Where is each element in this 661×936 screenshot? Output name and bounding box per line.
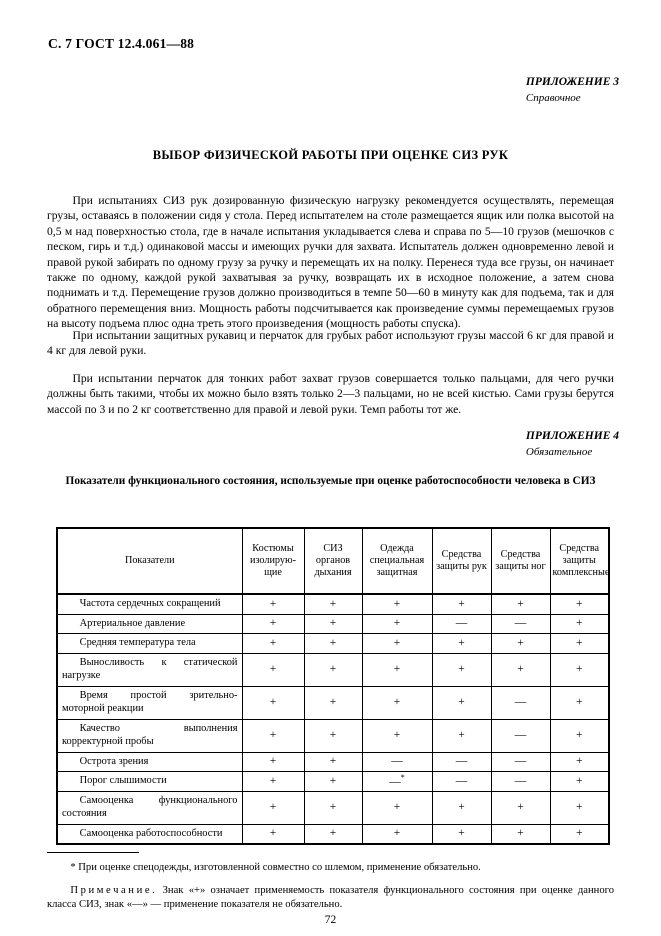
cell-mark: + bbox=[304, 614, 362, 634]
cell-mark: — bbox=[491, 719, 550, 752]
cell-mark: + bbox=[491, 594, 550, 614]
table-head bbox=[57, 528, 609, 594]
appendix-4-subtitle: Обязательное bbox=[525, 445, 593, 458]
cell-indicator: Качество выполнения корректурной пробы bbox=[57, 719, 242, 752]
cell-mark: + bbox=[362, 614, 432, 634]
cell-mark: + bbox=[242, 824, 304, 844]
table-body bbox=[57, 594, 609, 844]
cell-indicator: Артериальное давление bbox=[57, 614, 242, 634]
cell-mark: + bbox=[550, 686, 609, 719]
cell-mark: + bbox=[362, 634, 432, 654]
appendix-4-title: ПРИЛОЖЕНИЕ 4 bbox=[525, 430, 619, 442]
column-header-complex-protection: Средства защиты комплексные bbox=[550, 528, 609, 594]
cell-mark: + bbox=[550, 719, 609, 752]
cell-mark: + bbox=[491, 791, 550, 824]
cell-mark: + bbox=[550, 824, 609, 844]
cell-mark: + bbox=[304, 772, 362, 792]
cell-mark: + bbox=[432, 594, 491, 614]
cell-mark: + bbox=[432, 653, 491, 686]
column-header-special-clothing: Одежда специальная защитная bbox=[362, 528, 432, 594]
page-number: 72 bbox=[324, 914, 337, 926]
page-header: С. 7 ГОСТ 12.4.061—88 bbox=[48, 36, 195, 51]
table-row bbox=[57, 824, 609, 844]
column-header-respiratory-ppe: СИЗ органов дыхания bbox=[304, 528, 362, 594]
indicators-table bbox=[56, 527, 610, 845]
appendix-3-block bbox=[526, 74, 619, 107]
table-row bbox=[57, 772, 609, 792]
cell-mark: + bbox=[550, 653, 609, 686]
paragraph-3: При испытании перчаток для тонких работ захват грузов совершается только пальцами, для чего ручки должны быть такими, чтобы их можно было взять только 2—3 пальцами, но не всей кистью. Сами грузы берутся массой по 3 и по 2 кг соответственно для правой и левой руки. Темп работы тот же. bbox=[47, 372, 614, 416]
table-row bbox=[57, 653, 609, 686]
cell-mark: — bbox=[362, 752, 432, 772]
cell-mark: — bbox=[432, 614, 491, 634]
footnote-marker: * bbox=[400, 773, 405, 783]
cell-mark: —* bbox=[362, 772, 432, 792]
cell-mark: + bbox=[550, 772, 609, 792]
cell-mark: + bbox=[242, 752, 304, 772]
cell-mark: + bbox=[550, 752, 609, 772]
cell-mark: + bbox=[304, 634, 362, 654]
cell-mark: + bbox=[550, 614, 609, 634]
cell-mark: — bbox=[432, 772, 491, 792]
cell-mark: + bbox=[432, 824, 491, 844]
appendix-4-block bbox=[526, 428, 619, 461]
cell-mark: + bbox=[304, 686, 362, 719]
cell-mark: + bbox=[304, 791, 362, 824]
table-caption: Показатели функционального состояния, используемые при оценке работоспособности человека в СИЗ bbox=[65, 475, 596, 487]
cell-mark: + bbox=[362, 824, 432, 844]
cell-mark: — bbox=[491, 614, 550, 634]
cell-indicator: Средняя температура тела bbox=[57, 634, 242, 654]
cell-mark: + bbox=[242, 634, 304, 654]
cell-mark: — bbox=[491, 752, 550, 772]
column-header-hand-protection: Средства защиты рук bbox=[432, 528, 491, 594]
cell-indicator: Порог слышимости bbox=[57, 772, 242, 792]
table-row bbox=[57, 719, 609, 752]
cell-mark: + bbox=[304, 719, 362, 752]
cell-mark: + bbox=[362, 719, 432, 752]
cell-mark: + bbox=[242, 653, 304, 686]
cell-mark: + bbox=[242, 594, 304, 614]
cell-mark: + bbox=[550, 634, 609, 654]
cell-mark: + bbox=[491, 653, 550, 686]
cell-mark: + bbox=[304, 594, 362, 614]
cell-mark: + bbox=[491, 824, 550, 844]
cell-mark: + bbox=[242, 686, 304, 719]
cell-indicator: Частота сердечных сокращений bbox=[57, 594, 242, 614]
cell-mark: + bbox=[304, 824, 362, 844]
cell-mark: + bbox=[242, 772, 304, 792]
table-row bbox=[57, 634, 609, 654]
cell-indicator: Выносливость к статической нагрузке bbox=[57, 653, 242, 686]
cell-indicator: Самооценка функционального состояния bbox=[57, 791, 242, 824]
footnote-asterisk: * При оценке спецодежды, изготовленной совместно со шлемом, применение обязательно. bbox=[70, 862, 481, 873]
cell-mark: — bbox=[432, 752, 491, 772]
cell-mark: + bbox=[432, 791, 491, 824]
page-title: ВЫБОР ФИЗИЧЕСКОЙ РАБОТЫ ПРИ ОЦЕНКЕ СИЗ РУК bbox=[152, 148, 509, 162]
table-row bbox=[57, 614, 609, 634]
cell-mark: + bbox=[304, 653, 362, 686]
cell-mark: + bbox=[242, 614, 304, 634]
footnote-divider bbox=[47, 852, 139, 853]
column-header-indicator: Показатели bbox=[57, 528, 242, 594]
cell-indicator: Самооценка работоспособности bbox=[57, 824, 242, 844]
cell-mark: — bbox=[491, 772, 550, 792]
cell-mark: — bbox=[491, 686, 550, 719]
table-row bbox=[57, 752, 609, 772]
cell-mark: + bbox=[362, 653, 432, 686]
cell-mark: + bbox=[432, 719, 491, 752]
cell-mark: + bbox=[304, 752, 362, 772]
note-block bbox=[47, 884, 614, 913]
cell-mark: + bbox=[491, 634, 550, 654]
column-header-foot-protection: Средства защиты ног bbox=[491, 528, 550, 594]
cell-mark: + bbox=[432, 686, 491, 719]
note-text: Знак «+» означает применяемость показателя функционального состояния при оценке данного класса СИЗ, знак «—» — применение показателя не обязательно. bbox=[47, 885, 614, 911]
cell-mark: + bbox=[362, 594, 432, 614]
note-label: Примечание. bbox=[70, 885, 158, 896]
table-row bbox=[57, 686, 609, 719]
appendix-3-subtitle: Справочное bbox=[525, 91, 581, 104]
cell-mark: + bbox=[550, 594, 609, 614]
table-row bbox=[57, 791, 609, 824]
appendix-3-title: ПРИЛОЖЕНИЕ 3 bbox=[525, 76, 619, 88]
cell-mark: + bbox=[362, 686, 432, 719]
paragraph-1: При испытаниях СИЗ рук дозированную физическую нагрузку рекомендуется осуществлять, перемещая грузы, оставаясь в положении сидя у стола. Перед испытателем на столе размещается ящик или полка высотой на 0,5 м над поверхностью стола, где в начале испытания укладывается слева и справа по 5—10 грузов (мешочков с песком, гирь и т.д.) одинаковой массы и имеющих ручки для захвата. Испытатель должен одновременно левой и правой рукой забирать по одному грузу за ручку и перемещать их на полку. Перенеся туда все грузы, он начинает также по одному, каждой рукой захватывая за ручку, возвращать их в исходное положение, а затем снова поднимать и т.д. Перемещение грузов должно производиться в темпе 50—60 в минуту как для подъема, так и для обратного перемещения вниз. Мощность работы подсчитывается как произведение суммы перемещаемых грузов на высоту подъема плюс одна треть этого произведения (мощность работы спуска). bbox=[47, 194, 614, 331]
cell-mark: + bbox=[242, 719, 304, 752]
table-header-row bbox=[57, 528, 609, 594]
column-header-isolating-suits: Костюмы изолирую-щие bbox=[242, 528, 304, 594]
cell-indicator: Острота зрения bbox=[57, 752, 242, 772]
cell-indicator: Время простой зрительно-моторной реакции bbox=[57, 686, 242, 719]
table-row bbox=[57, 594, 609, 614]
cell-mark: + bbox=[242, 791, 304, 824]
paragraph-2: При испытании защитных рукавиц и перчаток для грубых работ используют грузы массой 6 кг для правой и 4 кг для левой руки. bbox=[47, 329, 614, 358]
cell-mark: + bbox=[432, 634, 491, 654]
cell-mark: + bbox=[550, 791, 609, 824]
cell-mark: + bbox=[362, 791, 432, 824]
